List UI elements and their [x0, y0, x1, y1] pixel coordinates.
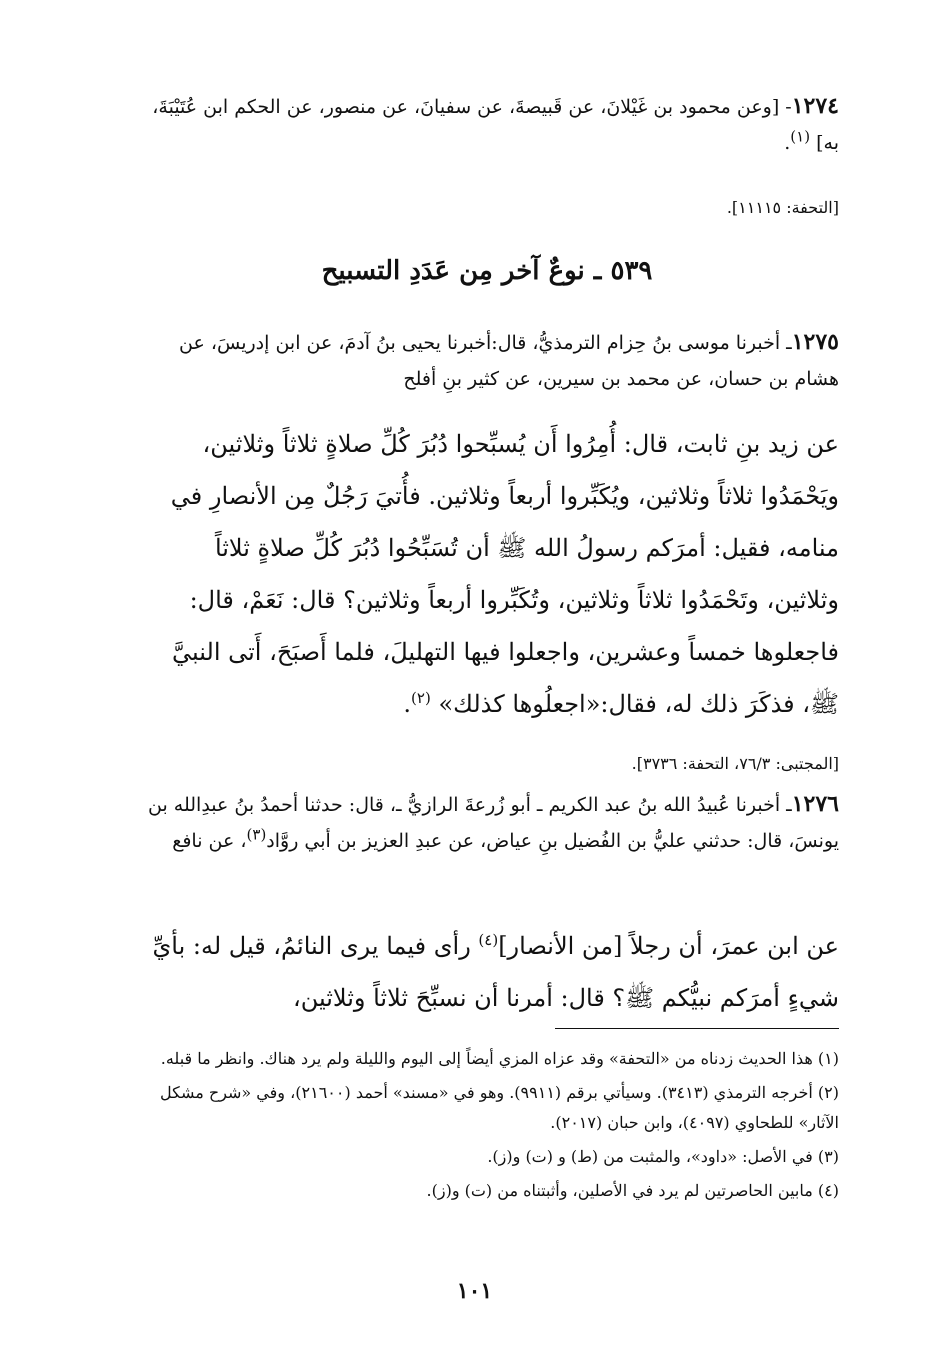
- hadith-1274-text: ١٢٧٤- [وعن محمود بن غَيْلانَ، عن قَبيصةَ، عن سفيانَ، عن منصور، عن الحكم ابن عُتَيْبَةَ، به] $^{(١)}$.: [152, 93, 839, 154]
- hadith-1276-matn: [135, 920, 839, 1024]
- footnotes: [135, 1044, 839, 1206]
- hadith-body: - [وعن محمود بن غَيْلانَ، عن قَبيصةَ، عن سفيانَ، عن منصور، عن الحكم ابن عُتَيْبَةَ، به]: [152, 96, 839, 154]
- hadith-1275-ref: [135, 752, 839, 776]
- footnote-marker: (٣): [246, 825, 267, 844]
- hadith-1274: [135, 88, 839, 161]
- hadith-1276-isnad: [135, 786, 839, 859]
- matn: عن زيد بنِ ثابت، قال: أُمِرُوا أَن يُسبِّحوا دُبُرَ كُلِّ صلاةٍ ثلاثاً وثلاثين، ويَحْمَدُوا ثلاثاً وثلاثين، ويُكَبِّروا أربعاً وثلاثين. فأُتيَ رَجُلٌ مِن الأنصارِ في منامه، فقيل: أمرَكم رسولُ الله ﷺ أن تُسَبِّحُوا دُبُرَ كُلِّ صلاةٍ ثلاثاً وثلاثين، وتَحْمَدُوا ثلاثاً وثلاثين، وتُكَبِّروا أربعاً وثلاثين؟ قال: نَعَمْ، قال: فاجعلوها خمساً وعشرين، واجعلوا فيها التهليلَ، فلما أَصبَحَ، أَتى النبيَّ ﷺ، فذكَرَ ذلك له، فقال:«اجعلُوها كذلك»: [170, 430, 839, 718]
- footnote-separator: [135, 1028, 839, 1029]
- hadith-1275-matn: [135, 418, 839, 730]
- chapter-heading: ٥٣٩ ـ نوعٌ آخر مِن عَدَدِ التسبيح: [321, 256, 653, 286]
- hadith-number: ١٢٧٤: [791, 93, 839, 119]
- hadith-number: ١٢٧٦: [791, 791, 839, 817]
- matn: عن ابن عمرَ، أن رجلاً [من الأنصار]: [498, 932, 839, 960]
- footnote-marker: (١): [790, 127, 811, 146]
- footnote-2: (٢) أخرجه الترمذي (٣٤١٣). وسيأتي برقم (٩٩١١). وهو في «مسند» أحمد (٢١٦٠٠)، وفي «شرح مشكل الآثار» للطحاوي (٤٠٩٧)، وابن حبان (٢٠١٧).: [159, 1083, 839, 1132]
- matn-text: [135, 920, 839, 1024]
- hadith-number: ١٢٧٥: [791, 329, 839, 355]
- hadith-1275-isnad-text: [135, 324, 839, 397]
- reference: [المجتبى: ٧٦/٣، التحفة: ٣٧٣٦].: [631, 754, 839, 773]
- footnote-marker: (٤): [478, 931, 499, 949]
- footnote-3: (٣) في الأصل: «داود»، والمثبت من (ط) و (ت) و(ز).: [487, 1147, 839, 1166]
- hadith-1276-isnad-text: [135, 786, 839, 859]
- matn-text: عن زيد بنِ ثابت، قال: أُمِرُوا أَن يُسبِّحوا دُبُرَ كُلِّ صلاةٍ ثلاثاً وثلاثين، ويَحْمَدُوا ثلاثاً وثلاثين، ويُكَبِّروا أربعاً وثلاثين. فأُتيَ رَجُلٌ مِن الأنصارِ في منامه، فقيل: أمرَكم رسولُ الله ﷺ أن تُسَبِّحُوا دُبُرَ كُلِّ صلاةٍ ثلاثاً وثلاثين، وتَحْمَدُوا ثلاثاً وثلاثين، وتُكَبِّروا أربعاً وثلاثين؟ قال: نَعَمْ، قال: فاجعلوها خمساً وعشرين، واجعلوا فيها التهليلَ، فلما أَصبَحَ، أَتى النبيَّ ﷺ، فذكَرَ ذلك له، فقال:«اجعلُوها كذلك» $^{(٢)}$.: [170, 430, 839, 718]
- isnad: ـ أخبرنا عُبيدُ الله بنُ عبد الكريم ـ أبو زُرعةَ الرازيُّ ـ، قال: حدثنا أحمدُ بنُ عبدِالله بن يونسَ، قال: حدثني عليُّ بن الفُضيل بنِ عياض، عن عبدِ العزيز بن أبي روَّاد: [148, 794, 839, 852]
- hadith-1275-isnad: [135, 324, 839, 397]
- reference: [التحفة: ١١١١٥].: [726, 198, 839, 217]
- footnote-1: (١) هذا الحديث زدناه من «التحفة» وقد عزاه المزي أيضاً إلى اليوم والليلة ولم يرد هناك. وانظر ما قبله.: [160, 1049, 839, 1068]
- page-number: ١٠١: [456, 1278, 493, 1304]
- footnote-4: (٤) مابين الحاصرتين لم يرد في الأصلين، وأثبتناه من (ت) و(ز).: [426, 1181, 839, 1200]
- hadith-1274-ref: [135, 196, 839, 220]
- footnote-rule: [555, 1028, 839, 1029]
- matn-continued: رأى فيما يرى النائمُ، قيل له: بأيِّ شيءٍ أمرَكم نبيُّكم ﷺ؟ قال: أمرنا أن نسبِّحَ ثلاثاً وثلاثين،: [152, 932, 839, 1012]
- isnad: ـ أخبرنا موسى بنُ حِزام الترمذيُّ، قال:أخبرنا يحيى بنُ آدمَ، عن ابن إدريسَ، عن هشام بن حسان، عن محمد بن سيرين، عن كثير بنِ أفلح: [179, 332, 839, 390]
- footnote-marker: (٢): [411, 689, 431, 707]
- chapter-heading-block: [135, 256, 839, 286]
- isnad-end: ، عن نافع: [172, 830, 247, 852]
